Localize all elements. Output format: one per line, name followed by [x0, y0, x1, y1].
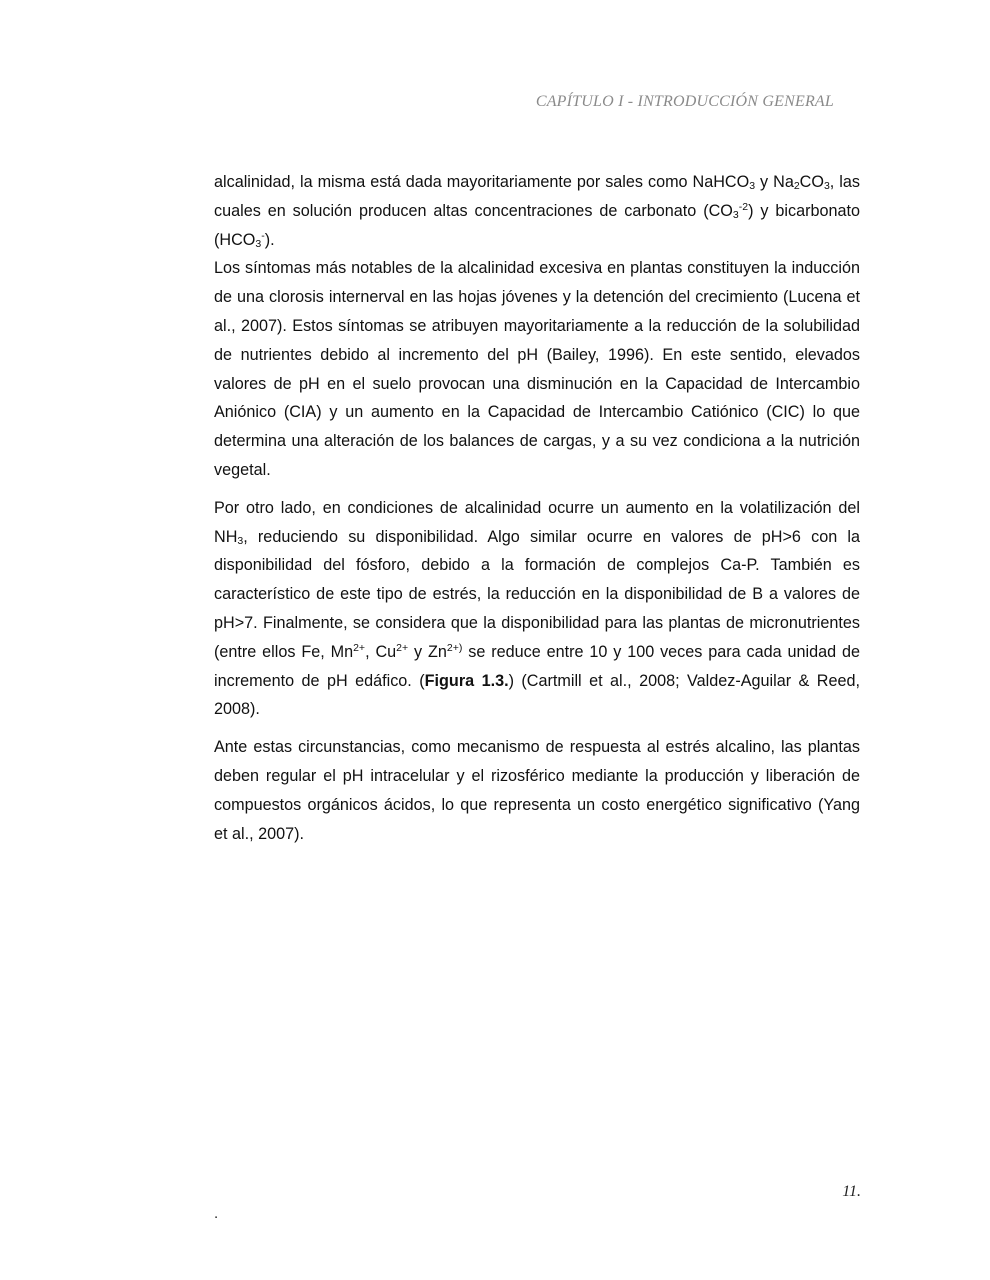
- text-run: ) (Cartmill et al., 2008; Valdez-Aguilar & Reed, 2008).: [214, 671, 860, 719]
- paragraph-4: Ante estas circunstancias, como mecanismo de respuesta al estrés alcalino, las plantas deben regular el pH intracelular y el rizosférico mediante la producción y liberación de compuestos orgánicos ácidos, lo que representa un costo energético significativo (Yang et al., 2007).: [214, 738, 860, 843]
- superscript: 2+: [396, 641, 409, 654]
- text-run: , las cuales en solución producen altas concentraciones de carbonato (CO: [214, 173, 860, 220]
- superscript: -: [261, 229, 265, 242]
- text-run: , Cu: [365, 642, 397, 661]
- subscript: 3: [732, 208, 739, 221]
- page-number: 11.: [842, 1183, 861, 1200]
- text-run: Por otro lado, en condiciones de alcalinidad ocurre un aumento en la volatilización del NH: [214, 498, 860, 546]
- superscript: 2+: [353, 641, 366, 654]
- text-run: ) y bicarbonato (HCO: [214, 201, 861, 249]
- body-text: [214, 168, 860, 848]
- subscript: 3: [823, 180, 830, 192]
- text-run: y Na: [755, 173, 794, 191]
- figure-reference: Figura 1.3.: [424, 671, 509, 690]
- paragraph-3: [214, 494, 860, 724]
- text-run: CO: [799, 173, 824, 191]
- text-run: ).: [264, 230, 275, 249]
- text-run: , reduciendo su disponibilidad. Algo similar ocurre en valores de pH>6 con la disponibilidad del fósforo, debido a la formación de complejos Ca-P. También es característico de este tipo de estrés, la reducción en la disponibilidad de B a valores de pH>7. Finalmente, se considera que la disponibilidad para las plantas de micronutrientes (entre ellos Fe, Mn: [214, 527, 860, 661]
- text-run: se reduce entre 10 y 100 veces para cada unidad de incremento de pH edáfico. (: [214, 642, 860, 690]
- paragraph-1: [214, 168, 860, 254]
- subscript: 2: [793, 180, 800, 192]
- subscript: 3: [749, 180, 756, 192]
- superscript: -2: [738, 200, 749, 213]
- text-run: y Zn: [408, 642, 447, 661]
- paragraph-2: Los síntomas más notables de la alcalinidad excesiva en plantas constituyen la inducción de una clorosis internerval en las hojas jóvenes y la detención del crecimiento (Lucena et al., 2007). Estos síntomas se atribuyen mayoritariamente a la reducción de la solubilidad de nutrientes debido al incremento del pH (Bailey, 1996). En este sentido, elevados valores de pH en el suelo provocan una disminución en la Capacidad de Intercambio Aniónico (CIA) y un aumento en la Capacidad de Intercambio Catiónico (CIC) lo que determina una alteración de los balances de cargas, y a su vez condiciona a la nutrición vegetal.: [214, 259, 860, 479]
- text-run: alcalinidad, la misma está dada mayoritariamente por sales como NaHCO: [214, 173, 750, 191]
- subscript: 3: [237, 534, 244, 547]
- subscript: 3: [255, 237, 262, 250]
- superscript: 2+): [446, 641, 463, 654]
- running-header: CAPÍTULO I - INTRODUCCIÓN GENERAL: [535, 93, 834, 110]
- footer-mark: .: [214, 1205, 219, 1222]
